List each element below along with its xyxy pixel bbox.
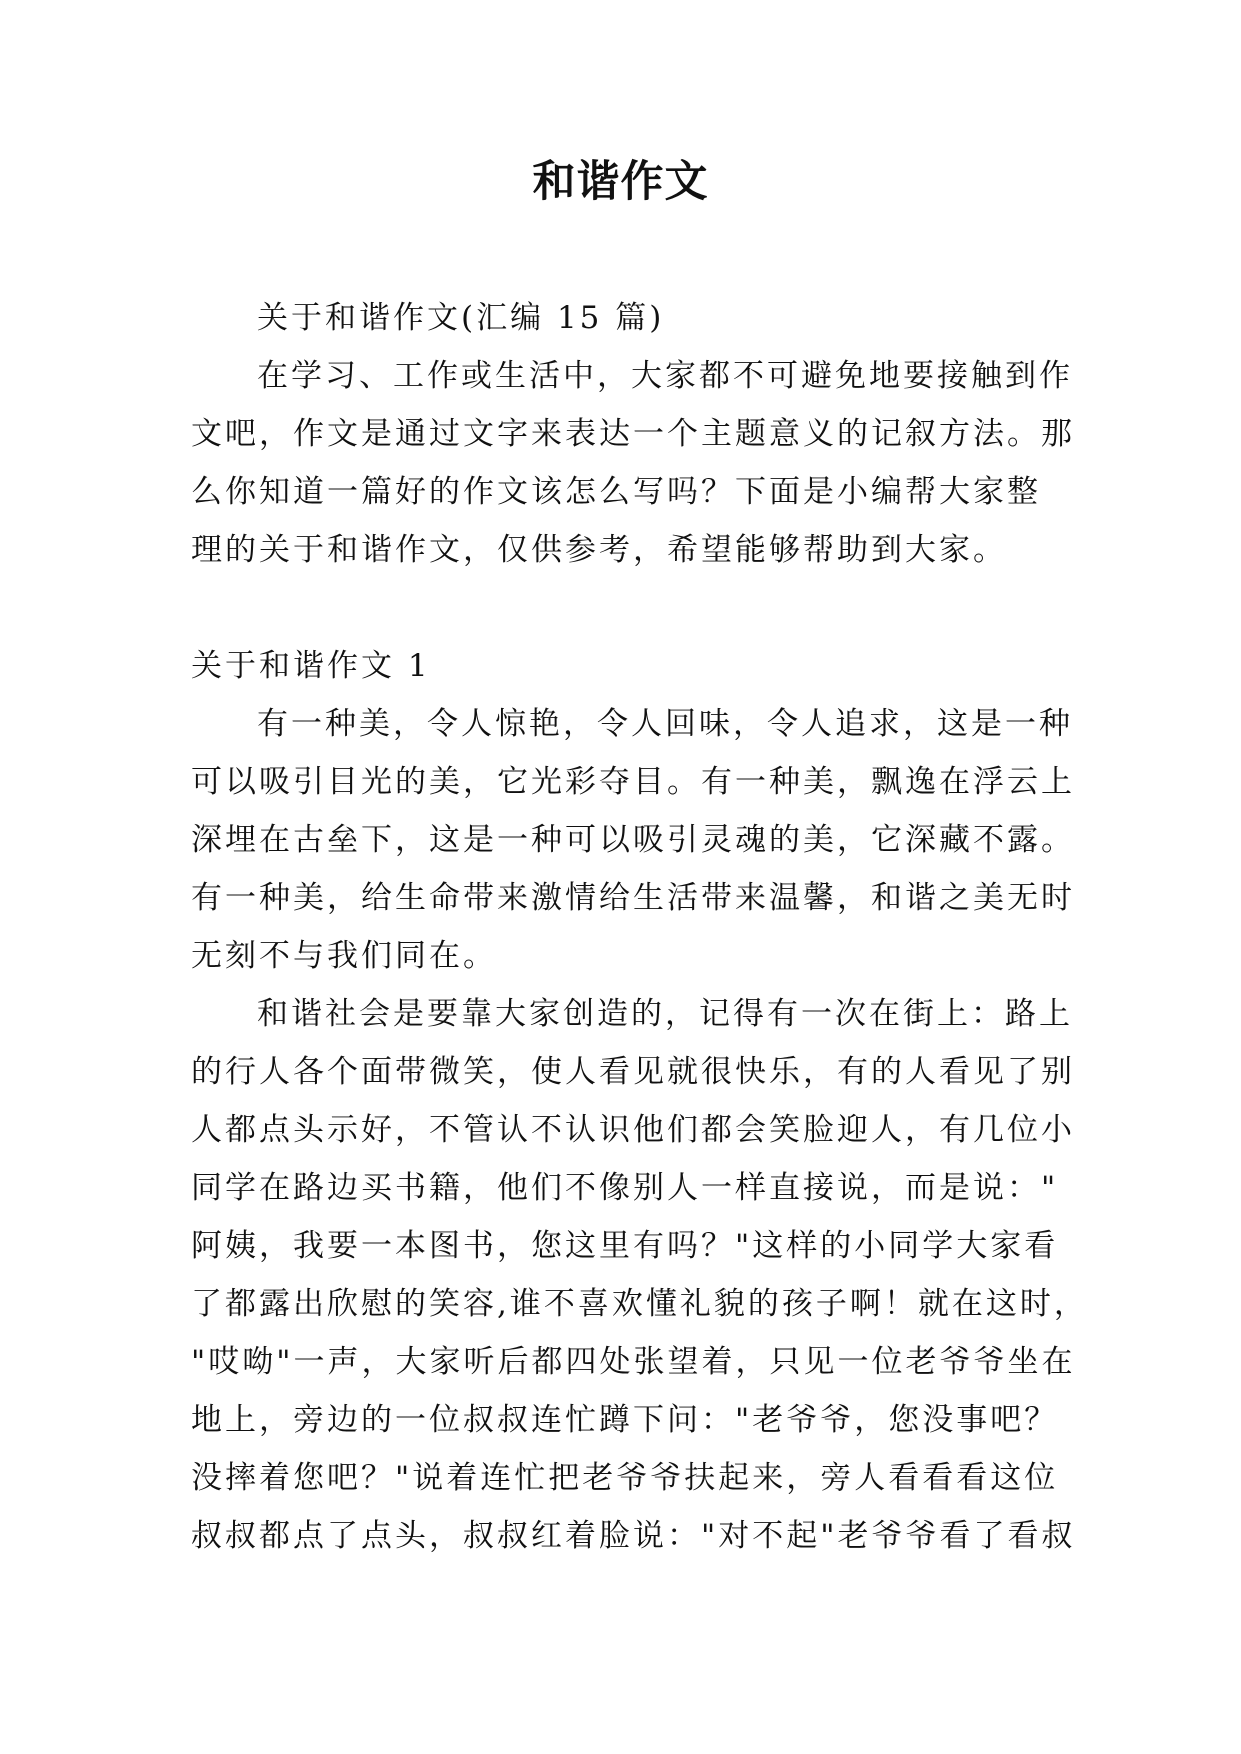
text-line: 的行人各个面带微笑，使人看见就很快乐，有的人看见了别 — [191, 1054, 1075, 1090]
text-line: 无刻不与我们同在。 — [191, 938, 497, 974]
text-line: 阿姨，我要一本图书，您这里有吗？"这样的小同学大家看 — [191, 1228, 1059, 1264]
text-line: 可以吸引目光的美，它光彩夺目。有一种美，飘逸在浮云上 — [191, 764, 1075, 800]
text-line: 深埋在古垒下，这是一种可以吸引灵魂的美，它深藏不露。 — [191, 822, 1075, 858]
text-line: 有一种美，给生命带来激情给生活带来温馨，和谐之美无时 — [191, 880, 1075, 916]
text-line: "哎呦"一声，大家听后都四处张望着，只见一位老爷爷坐在 — [191, 1344, 1076, 1380]
paragraph-1 — [191, 695, 1071, 753]
text-line: 地上，旁边的一位叔叔连忙蹲下问："老爷爷，您没事吧？ — [191, 1402, 1059, 1438]
document-title: 和谐作文 — [532, 157, 709, 207]
text-line: 了都露出欣慰的笑容,谁不喜欢懂礼貌的孩子啊！就在这时， — [191, 1286, 1088, 1322]
intro-paragraph-cont — [191, 405, 1075, 579]
section-heading: 关于和谐作文 1 — [191, 648, 431, 684]
text-line: 在学习、工作或生活中，大家都不可避免地要接触到作 — [257, 358, 1073, 394]
paragraph-2 — [191, 985, 1071, 1043]
text-line: 同学在路边买书籍，他们不像别人一样直接说，而是说：" — [191, 1170, 1059, 1206]
text-line: 文吧，作文是通过文字来表达一个主题意义的记叙方法。那 — [191, 416, 1075, 452]
text-line: 人都点头示好，不管认不认识他们都会笑脸迎人，有几位小 — [191, 1112, 1075, 1148]
text-line: 么你知道一篇好的作文该怎么写吗？下面是小编帮大家整 — [191, 474, 1041, 510]
paragraph-1-cont — [191, 753, 1075, 985]
document-subtitle: 关于和谐作文(汇编 15 篇) — [257, 300, 665, 336]
text-line: 理的关于和谐作文，仅供参考，希望能够帮助到大家。 — [191, 532, 1007, 568]
document-body — [191, 289, 1088, 1565]
text-line: 有一种美，令人惊艳，令人回味，令人追求，这是一种 — [257, 706, 1073, 742]
intro-paragraph — [191, 347, 1071, 405]
text-line: 叔叔都点了点头，叔叔红着脸说："对不起"老爷爷看了看叔 — [191, 1518, 1076, 1554]
text-line: 没摔着您吧？"说着连忙把老爷爷扶起来，旁人看看看这位 — [191, 1460, 1059, 1496]
paragraph-2-cont — [191, 1043, 1088, 1565]
text-line: 和谐社会是要靠大家创造的，记得有一次在街上：路上 — [257, 996, 1073, 1032]
